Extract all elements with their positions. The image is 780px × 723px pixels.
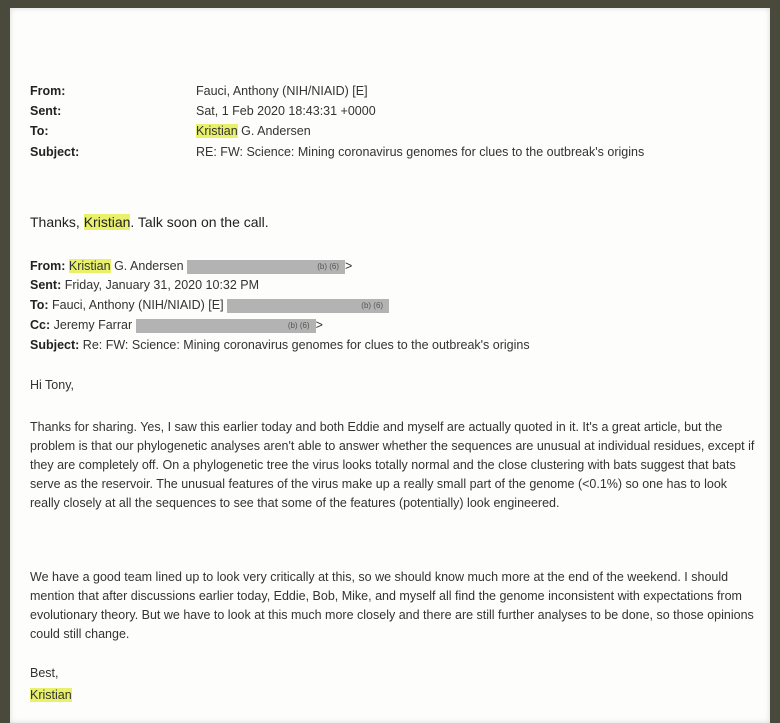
highlighted-name: Kristian [68,259,111,273]
inner-from-close: > [345,259,353,273]
redaction-code: (b) (6) [361,300,384,310]
reply-prefix: Thanks, [30,214,84,230]
inner-sent-label: Sent: [30,278,62,292]
inner-cc-label: Cc: [30,318,51,332]
inner-subject-value: Re: FW: Science: Mining coronavirus genomes for clues to the outbreak's origins [79,338,530,352]
from-value: Fauci, Anthony (NIH/NIAID) [E] [196,84,368,98]
sent-value: Sat, 1 Feb 2020 18:43:31 +0000 [196,104,376,118]
inner-from-line [30,259,352,274]
highlighted-name: Kristian [196,124,238,138]
redaction-code: (b) (6) [287,320,310,330]
redaction-code: (b) (6) [317,261,340,271]
body-paragraph-2: We have a good team lined up to look very critically at this, so we should know much more at the end of the weekend. I should mention that after discussions earlier today, Eddie, Bob, Mike, and myself all find the genome inconsistent with expectations from evolutionary theory. But we have to look at this much more closely and there are still further analyses to be done, so those opinions could still change. [30,570,754,641]
inner-to-label: To: [30,298,49,312]
greeting: Hi Tony, [30,378,75,392]
reply-suffix: . Talk soon on the call. [130,214,269,230]
inner-cc-value: Jeremy Farrar [50,318,133,332]
inner-cc-close: > [315,318,323,332]
inner-from-label: From: [30,259,66,273]
redaction-box [136,319,316,333]
to-value [196,124,311,138]
inner-from-rest: G. Andersen [110,259,184,273]
subject-value: RE: FW: Science: Mining coronavirus genomes for clues to the outbreak's origins [196,145,645,159]
highlighted-name: Kristian [83,214,131,230]
redaction-box [187,260,345,274]
inner-cc-line [30,318,323,333]
highlighted-name: Kristian [30,688,72,702]
from-label: From: [30,84,66,98]
signoff: Best, [30,666,59,680]
reply-text [30,214,269,230]
subject-label: Subject: [30,145,80,159]
inner-subject-line [30,338,530,352]
inner-sent-line [30,278,259,292]
sent-label: Sent: [30,104,62,118]
inner-sent-value: Friday, January 31, 2020 10:32 PM [61,278,260,292]
email-document [10,8,770,723]
to-value-rest: G. Andersen [237,124,311,138]
body-paragraph-1: Thanks for sharing. Yes, I saw this earlier today and both Eddie and myself are actually quoted in it. It's a great article, but the problem is that our phylogenetic analyses aren't able to answer whether the sequences are unusual at individual residues, except if they are completely off. On a phylogenetic tree the virus looks totally normal and the close clustering with bats suggest that bats serve as the reservoir. The unusual features of the virus make up a really small part of the genome (<0.1%) so one has to look really closely at all the sequences to see that some of the features (potentially) look engineered. [30,420,755,510]
redaction-box [227,299,389,313]
signature [30,688,72,702]
inner-subject-label: Subject: [30,338,80,352]
inner-to-line [30,298,389,313]
inner-to-value: Fauci, Anthony (NIH/NIAID) [E] [48,298,224,312]
to-label: To: [30,124,49,138]
